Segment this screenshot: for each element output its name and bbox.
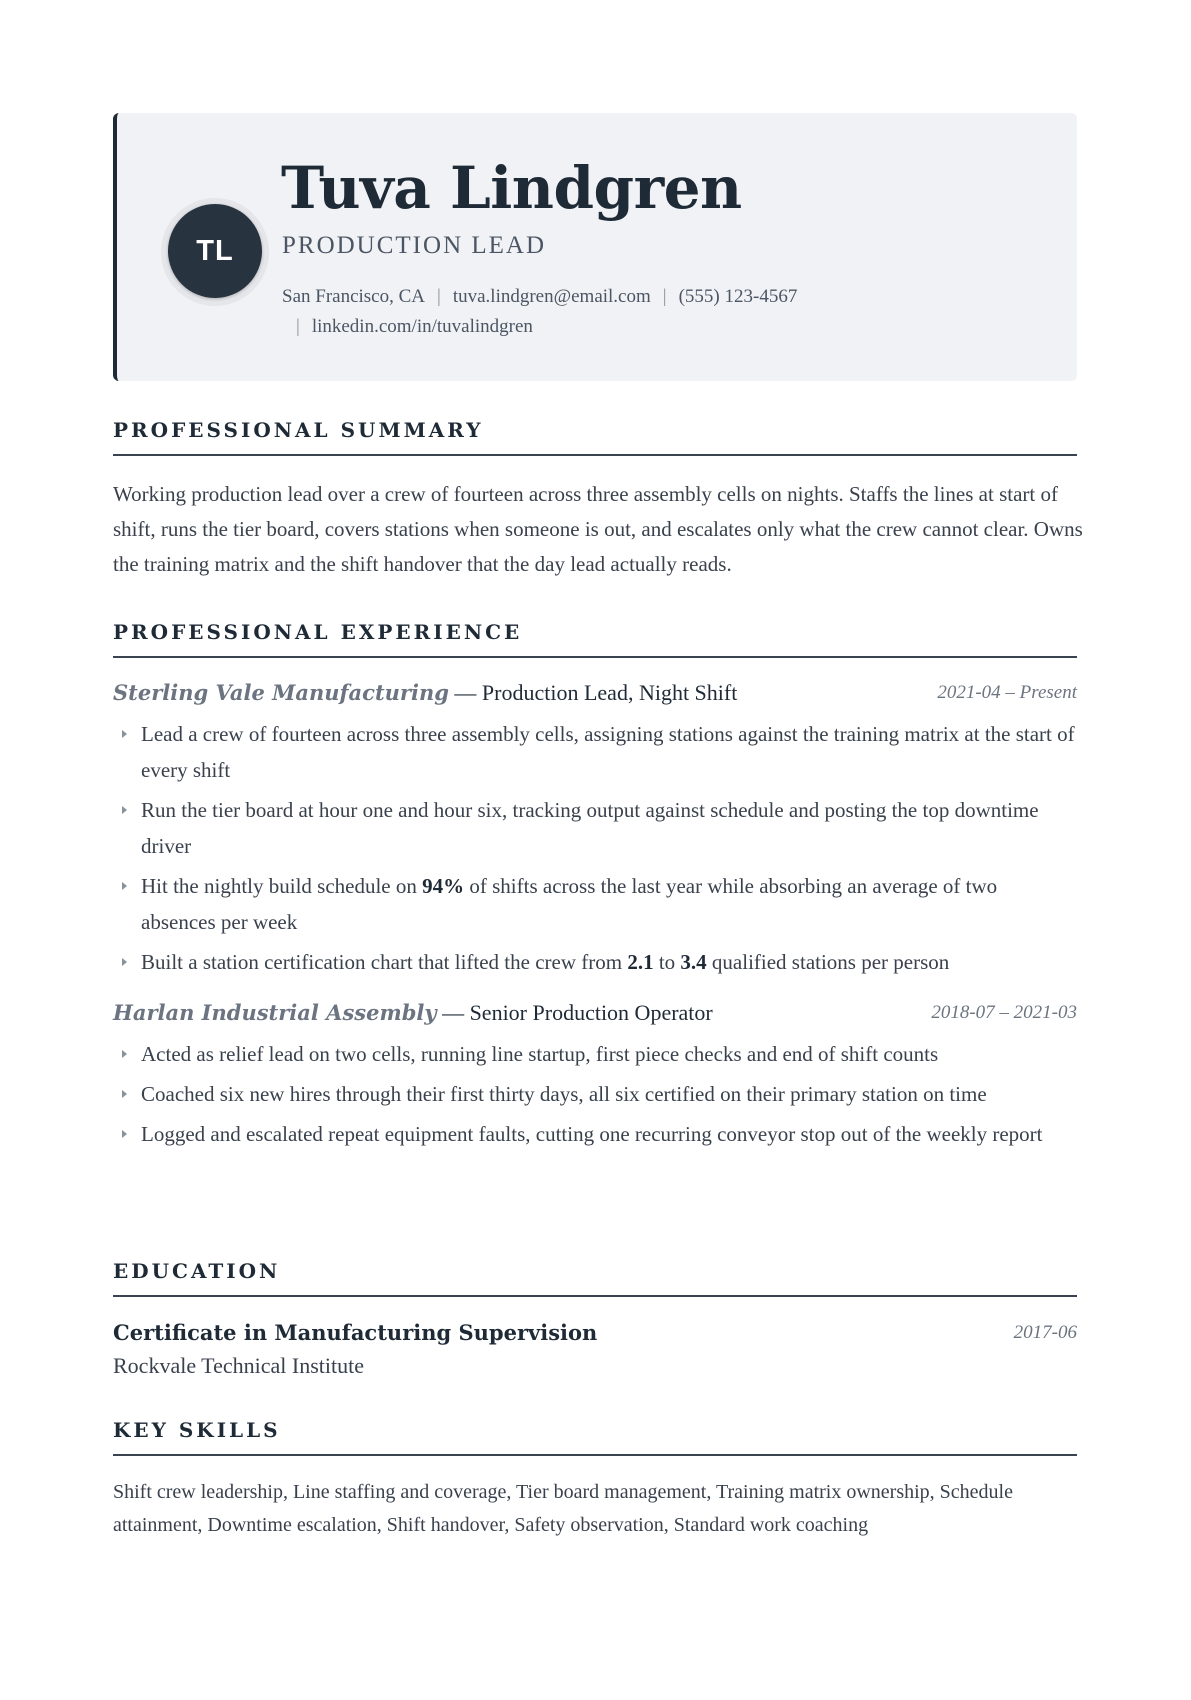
company-name: Sterling Vale Manufacturing — [113, 680, 449, 705]
contact-email[interactable]: tuva.lindgren@email.com — [452, 286, 651, 307]
bullet-text: Hit the nightly build schedule on — [141, 874, 423, 898]
resume-header — [113, 113, 1077, 381]
job-role: — Senior Production Operator — [436, 1000, 713, 1025]
job-bullets — [113, 1036, 1077, 1156]
job-header — [113, 996, 1077, 1030]
list-item — [113, 868, 1077, 940]
caret-right-icon — [122, 958, 127, 966]
list-item — [113, 1036, 1077, 1072]
caret-right-icon — [122, 1050, 127, 1058]
education-heading: EDUCATION — [113, 1257, 1077, 1297]
list-item — [113, 716, 1077, 788]
degree-title: Certificate in Manufacturing Supervision — [113, 1320, 598, 1345]
company-name: Harlan Industrial Assembly — [113, 1000, 437, 1025]
contact-separator: | — [296, 316, 300, 337]
bullet-text: to — [653, 950, 681, 974]
contact-location: San Francisco, CA — [282, 286, 426, 307]
job-dates: 2021-04 – Present — [937, 682, 1077, 703]
job-role: — Production Lead, Night Shift — [448, 680, 738, 705]
education-date: 2017-06 — [1013, 1322, 1077, 1343]
caret-right-icon — [122, 1090, 127, 1098]
experience-heading: PROFESSIONAL EXPERIENCE — [113, 618, 1077, 658]
job-title: PRODUCTION LEAD — [282, 232, 547, 259]
caret-right-icon — [122, 1130, 127, 1138]
contact-linkedin[interactable]: linkedin.com/in/tuvalindgren — [311, 316, 533, 337]
skills-text: Shift crew leadership, Line staffing and coverage, Tier board management, Training matrix ownership, Schedule attainment, Downtime escalation, Shift handover, Safety observation, Standard work coaching — [113, 1481, 1013, 1536]
metric-value: 2.1 — [627, 950, 654, 974]
metric-value: 94% — [422, 874, 465, 898]
job-bullets — [113, 716, 1077, 984]
metric-value: 3.4 — [680, 950, 707, 974]
contact-separator: | — [662, 286, 667, 307]
list-item — [113, 1076, 1077, 1112]
bullet-text: Coached six new hires through their first thirty days, all six certified on their primary station on time — [141, 1082, 987, 1106]
degree-name — [113, 1317, 1077, 1349]
job-header — [113, 676, 1077, 710]
avatar: TL — [168, 204, 262, 298]
bullet-text: Built a station certification chart that lifted the crew from — [141, 950, 628, 974]
bullet-text: Lead a crew of fourteen across three assembly cells, assigning stations against the training matrix at the start of every shift — [141, 722, 1075, 782]
bullet-text: qualified stations per person — [706, 950, 950, 974]
school-name: Rockvale Technical Institute — [113, 1353, 364, 1378]
caret-right-icon — [122, 806, 127, 814]
caret-right-icon — [122, 882, 127, 890]
contact-info — [282, 282, 1002, 342]
summary-heading: PROFESSIONAL SUMMARY — [113, 416, 1077, 456]
summary-text: Working production lead over a crew of fourteen across three assembly cells on nights. Staffs the lines at start of shift, runs the tier board, covers stations when someone is out, and escalates only what the crew cannot clear. Owns the training matrix and the shift handover that the day lead actually reads. — [113, 482, 1083, 576]
bullet-text: Logged and escalated repeat equipment faults, cutting one recurring conveyor stop out of the weekly report — [141, 1122, 1043, 1146]
list-item — [113, 944, 1077, 980]
contact-separator: | — [437, 286, 441, 307]
caret-right-icon — [122, 730, 127, 738]
job-dates: 2018-07 – 2021-03 — [931, 1002, 1077, 1023]
bullet-text: Acted as relief lead on two cells, running line startup, first piece checks and end of shift counts — [141, 1042, 939, 1066]
skills-heading: KEY SKILLS — [113, 1416, 1077, 1456]
contact-phone[interactable]: (555) 123-4567 — [678, 286, 798, 307]
bullet-text: Run the tier board at hour one and hour six, tracking output against schedule and posting the top downtime driver — [141, 798, 1039, 858]
list-item — [113, 1116, 1077, 1152]
list-item — [113, 792, 1077, 864]
bullet-text: of shifts across the last year while absorbing an average of two absences per week — [141, 874, 998, 934]
candidate-name: Tuva Lindgren — [281, 154, 742, 222]
